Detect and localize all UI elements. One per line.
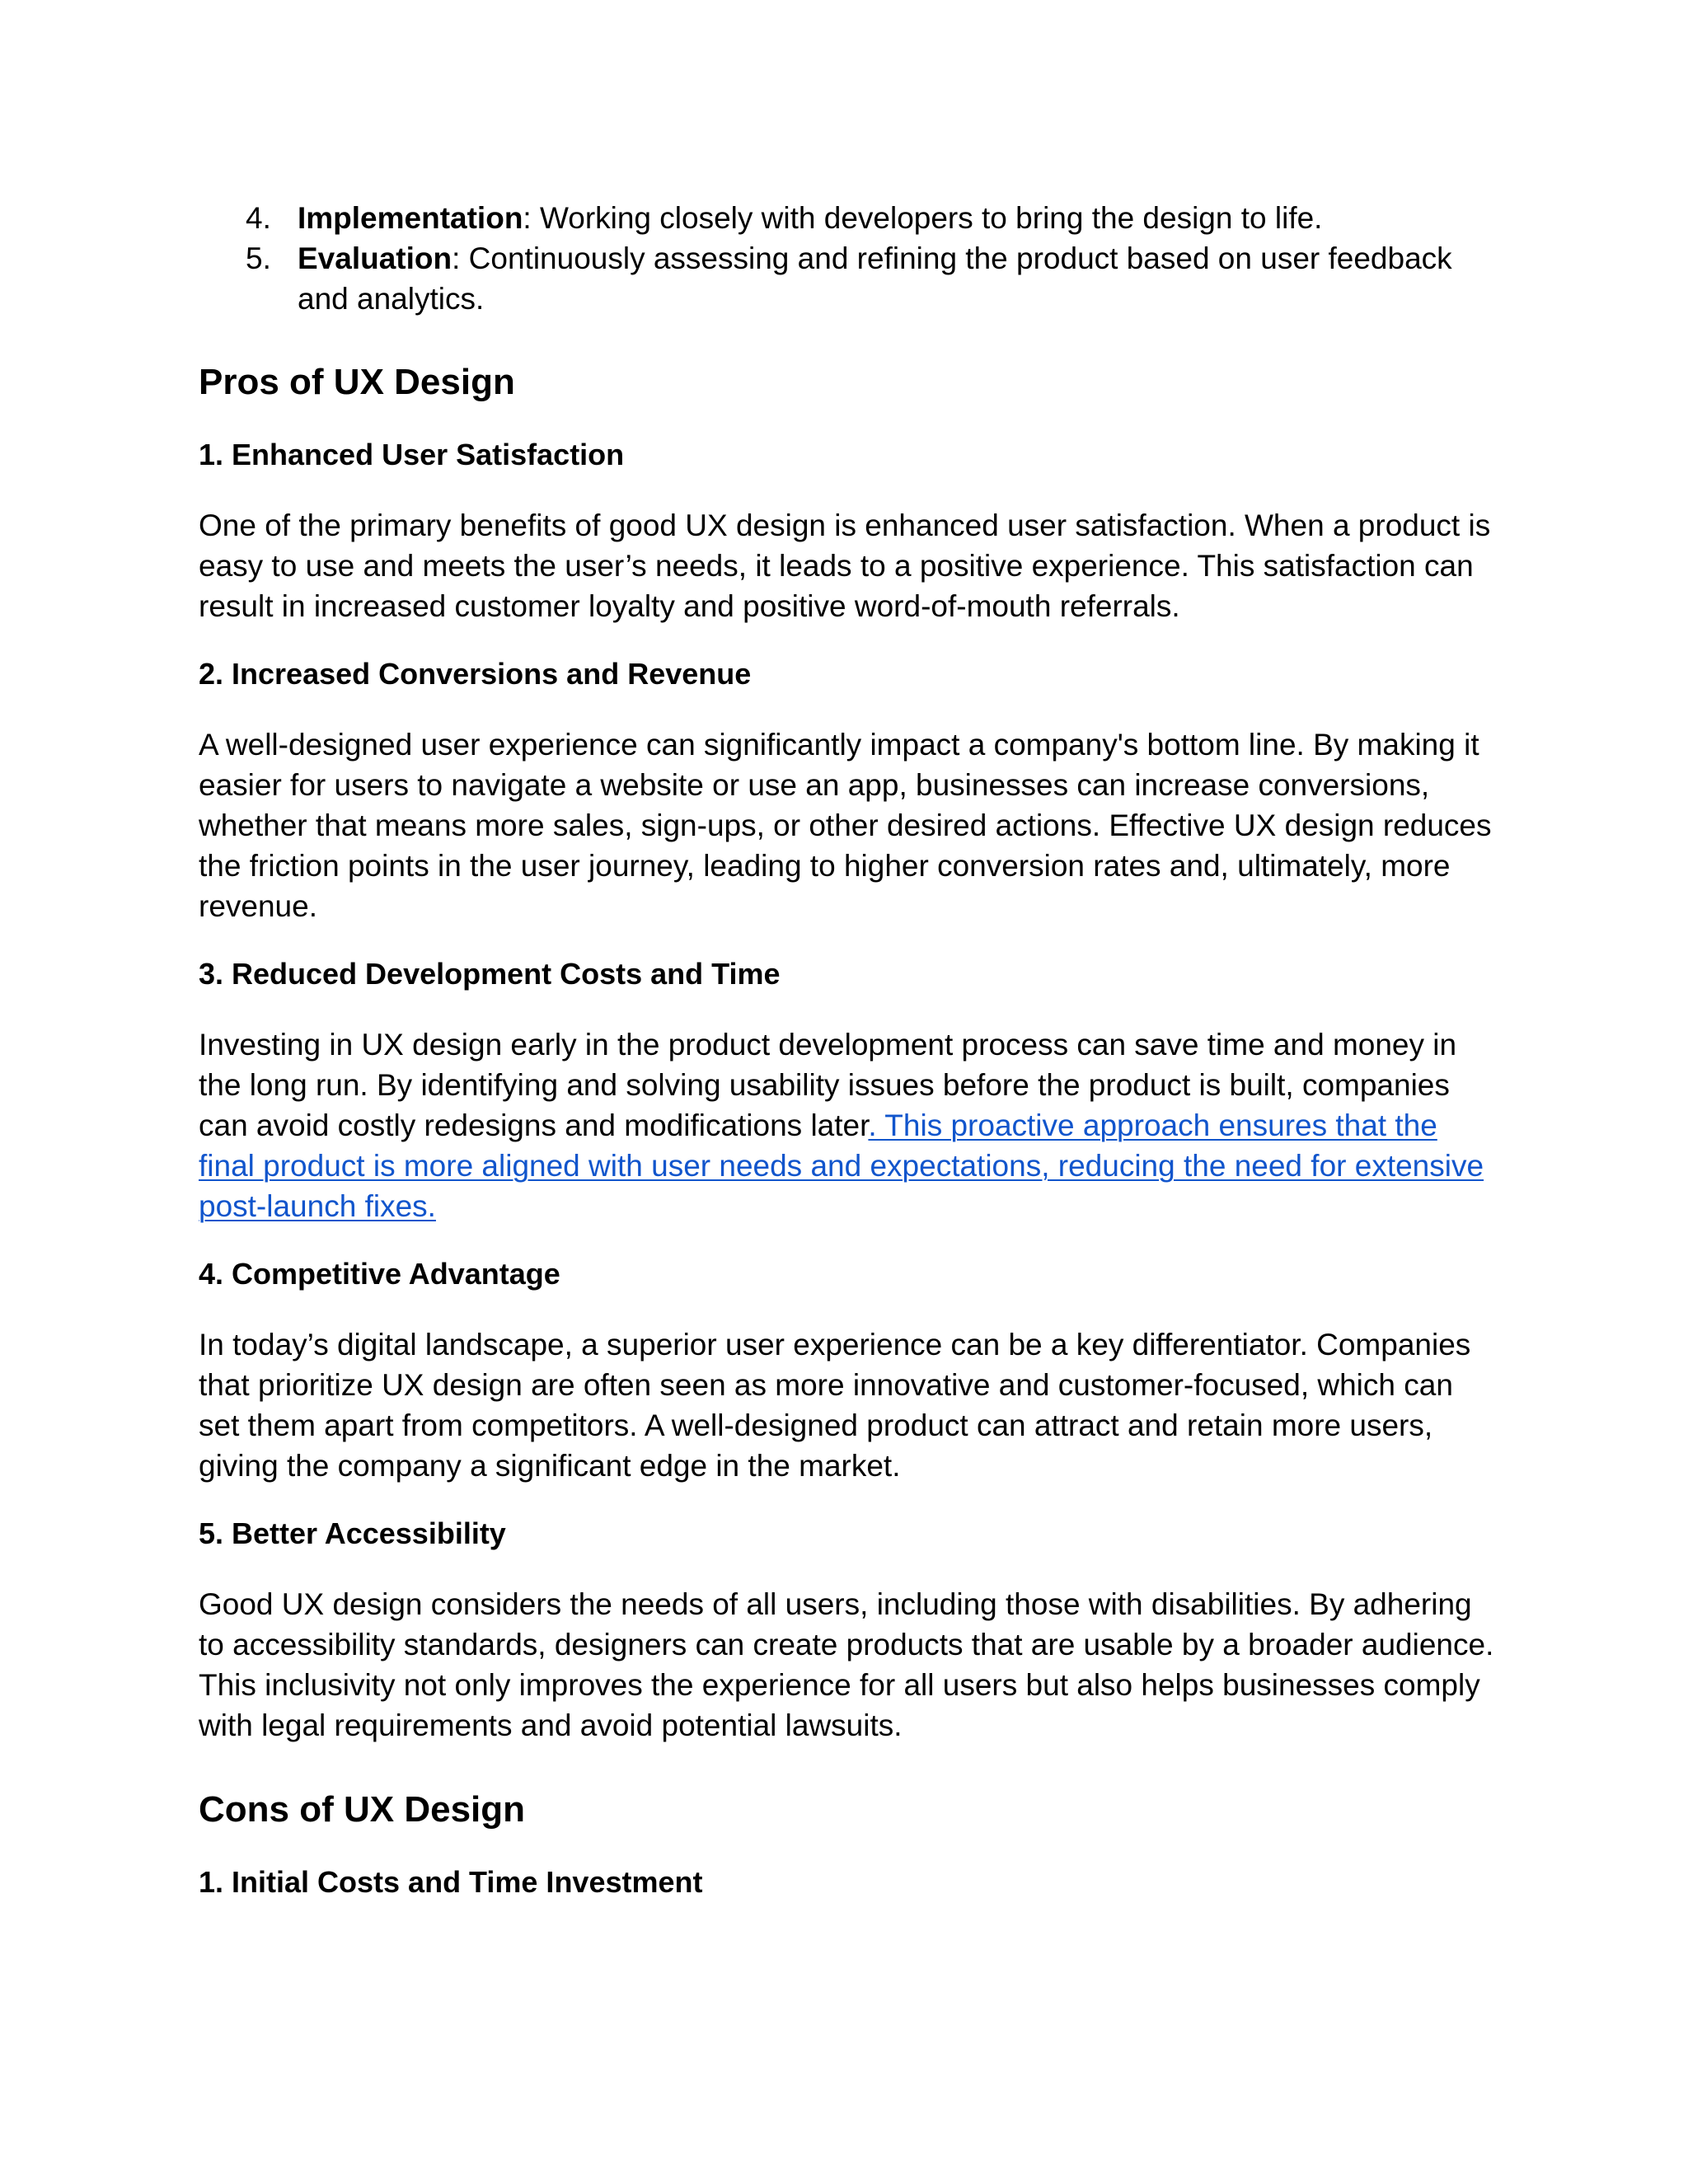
list-item-text: : Working closely with developers to bring the design to life. [523,201,1323,235]
numbered-list [199,198,1501,319]
list-number: 5. [246,241,271,275]
cons-subheading-initial-costs: 1. Initial Costs and Time Investment [199,1865,703,1899]
pros-paragraph-accessibility: Good UX design considers the needs of all users, including those with disabilities. By adhering to accessibility standards, designers can create products that are usable by a broader audience. This inclusivity not only improves the experience for all users but also helps businesses comply with legal requirements and avoid potential lawsuits. [199,1587,1494,1742]
pros-subheading-conversions: 2. Increased Conversions and Revenue [199,657,752,691]
list-item [199,238,1501,319]
document-page [199,198,1501,1903]
list-item-title: Implementation [298,201,523,235]
pros-subheading-competitive: 4. Competitive Advantage [199,1257,560,1291]
cons-heading: Cons of UX Design [199,1789,526,1830]
list-item [199,198,1501,238]
pros-heading: Pros of UX Design [199,362,515,402]
pros-subheading-costs: 3. Reduced Development Costs and Time [199,957,781,991]
proactive-approach-link[interactable]: . This proactive approach ensures that the final product is more aligned with user needs and expectations, reducing the need for extensive post-launch fixes. [199,1108,1484,1223]
list-item-title: Evaluation [298,241,452,275]
pros-subheading-accessibility: 5. Better Accessibility [199,1516,506,1550]
list-item-text: : Continuously assessing and refining the product based on user feedback and analytics. [298,241,1452,316]
pros-paragraph-competitive: In today’s digital landscape, a superior user experience can be a key differentiator. Companies that prioritize UX design are often seen as more innovative and customer-focused, which can set them apart from competitors. A well-designed product can attract and retain more users, giving the company a significant edge in the market. [199,1328,1471,1483]
pros-paragraph-conversions: A well-designed user experience can significantly impact a company's bottom line. By making it easier for users to navigate a website or use an app, businesses can increase conversions, whether that means more sales, sign-ups, or other desired actions. Effective UX design reduces the friction points in the user journey, leading to higher conversion rates and, ultimately, more revenue. [199,728,1492,923]
list-number: 4. [246,201,271,235]
pros-paragraph-satisfaction: One of the primary benefits of good UX design is enhanced user satisfaction. When a product is easy to use and meets the user’s needs, it leads to a positive experience. This satisfaction can result in increased customer loyalty and positive word-of-mouth referrals. [199,509,1491,623]
pros-paragraph-costs [199,1024,1501,1226]
paragraph-text: Investing in UX design early in the product development process can save time and money in the long run. By identifying and solving usability issues before the product is built, companies can avoid costly redesigns and modifications later [199,1028,1457,1142]
pros-subheading-satisfaction: 1. Enhanced User Satisfaction [199,438,625,471]
